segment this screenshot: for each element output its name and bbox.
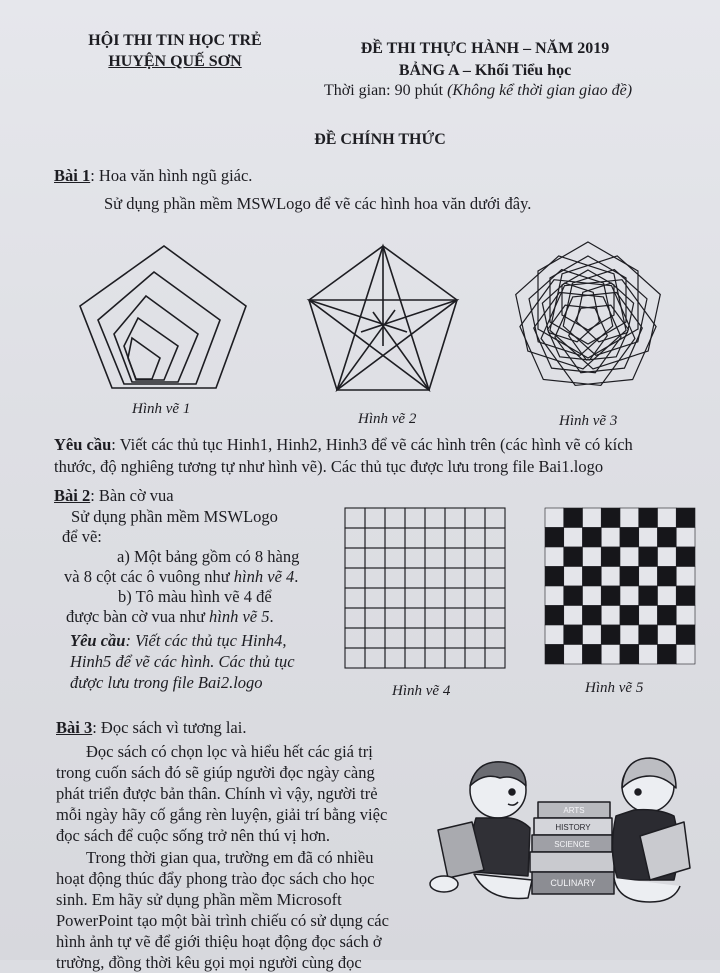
- grid-cell: [385, 588, 405, 608]
- grid-cell: [385, 628, 405, 648]
- org-line2: HUYỆN QUẾ SƠN: [108, 53, 242, 70]
- bai3-p1-line4: mỗi ngày hãy cố gắng rèn luyện, giải trí bằng việc: [56, 805, 388, 824]
- chessboard-square: [620, 625, 639, 645]
- chessboard-square: [639, 567, 658, 587]
- chessboard-square: [601, 547, 620, 567]
- chessboard-square: [583, 645, 602, 665]
- grid-cell: [425, 608, 445, 628]
- chessboard-square: [583, 625, 602, 645]
- grid-cell: [485, 648, 505, 668]
- bai3-p2-line3: sinh. Em hãy sử dụng phần mềm Microsoft: [56, 890, 342, 909]
- chessboard-square: [601, 645, 620, 665]
- figure-star-pentagon: [303, 242, 463, 397]
- grid-cell: [485, 548, 505, 568]
- grid-cell: [345, 608, 365, 628]
- grid-cell: [365, 548, 385, 568]
- chessboard-square: [564, 547, 583, 567]
- chessboard-square: [676, 508, 695, 528]
- chessboard-square: [601, 567, 620, 587]
- grid-cell: [445, 528, 465, 548]
- grid-cell: [425, 648, 445, 668]
- grid-cell: [385, 568, 405, 588]
- grid-cell: [345, 568, 365, 588]
- chessboard-square: [601, 508, 620, 528]
- grid-cell: [445, 588, 465, 608]
- grid-cell: [485, 568, 505, 588]
- chessboard-square: [601, 606, 620, 626]
- exam-time: Thời gian: 90 phút (Không kể thời gian giao đề): [323, 82, 633, 99]
- chessboard-square: [545, 528, 564, 548]
- grid-cell: [365, 608, 385, 628]
- chessboard-square: [620, 528, 639, 548]
- grid-cell: [385, 548, 405, 568]
- chessboard-square: [620, 586, 639, 606]
- book-spine-3: SCIENCE: [554, 840, 590, 849]
- grid-cell: [405, 548, 425, 568]
- chessboard-square: [545, 567, 564, 587]
- grid-cell: [425, 508, 445, 528]
- chessboard-square: [564, 586, 583, 606]
- bai3-p1-line3: phát triển được bản thân. Chính vì vậy, người trẻ: [56, 784, 378, 803]
- grid-cell: [425, 548, 445, 568]
- figure-empty-grid: [345, 508, 505, 668]
- chessboard-square: [545, 645, 564, 665]
- grid-cell: [365, 628, 385, 648]
- grid-cell: [485, 628, 505, 648]
- bai2-line1: Sử dụng phần mềm MSWLogo: [71, 507, 278, 526]
- grid-cell: [465, 528, 485, 548]
- bai3-p2-line4: PowerPoint tạo một bài trình chiếu có sử dụng các: [56, 911, 389, 930]
- chessboard-square: [620, 508, 639, 528]
- bai1-requirement-line1: Yêu cầu: Viết các thủ tục Hinh1, Hinh2, Hinh3 để vẽ các hình trên (các hình vẽ có kích: [54, 435, 633, 454]
- bai3-p1-line2: trong cuốn sách đó sẽ giúp người đọc ngày càng: [56, 763, 375, 782]
- bai3-p2-line5: hình ảnh tự vẽ để giới thiệu hoạt động đọc sách ở: [56, 932, 382, 951]
- grid-cell: [485, 588, 505, 608]
- chessboard-square: [639, 547, 658, 567]
- chessboard-square: [620, 567, 639, 587]
- chessboard-square: [545, 586, 564, 606]
- grid-cell: [345, 588, 365, 608]
- grid-cell: [445, 508, 465, 528]
- grid-cell: [425, 528, 445, 548]
- grid-cell: [405, 588, 425, 608]
- bai2-req-line3: được lưu trong file Bai2.logo: [70, 673, 263, 692]
- chessboard-square: [639, 645, 658, 665]
- chessboard-square: [658, 508, 677, 528]
- bai1-requirement-line2: thước, độ nghiêng tương tự như hình vẽ). Các thủ tục được lưu trong file Bai1.logo: [54, 457, 604, 476]
- bai2-heading: Bài 2: Bàn cờ vua: [54, 486, 174, 505]
- bai1-heading: Bài 1: Hoa văn hình ngũ giác.: [54, 166, 253, 185]
- grid-cell: [465, 608, 485, 628]
- bai3-p2-line1: Trong thời gian qua, trường em đã có nhiều: [86, 848, 374, 867]
- grid-cell: [485, 528, 505, 548]
- chessboard-square: [620, 547, 639, 567]
- bai1-instruction: Sử dụng phần mềm MSWLogo để vẽ các hình hoa văn dưới đây.: [104, 194, 532, 213]
- grid-cell: [405, 608, 425, 628]
- caption-hinh3: Hình vẽ 3: [559, 413, 618, 429]
- bai2-line3: a) Một bảng gồm có 8 hàng: [117, 547, 300, 566]
- book-spine-4: CULINARY: [550, 878, 596, 888]
- grid-cell: [385, 648, 405, 668]
- grid-cell: [345, 628, 365, 648]
- official-label: ĐỀ CHÍNH THỨC: [314, 131, 446, 148]
- caption-hinh1: Hình vẽ 1: [132, 401, 191, 417]
- grid-cell: [425, 568, 445, 588]
- chessboard-square: [676, 547, 695, 567]
- chessboard-square: [676, 606, 695, 626]
- exam-group: BẢNG A – Khối Tiểu học: [398, 62, 572, 79]
- chessboard-square: [658, 645, 677, 665]
- chessboard-square: [564, 567, 583, 587]
- grid-cell: [405, 628, 425, 648]
- grid-cell: [465, 548, 485, 568]
- caption-hinh5: Hình vẽ 5: [585, 680, 644, 696]
- chessboard-square: [639, 625, 658, 645]
- chessboard-square: [564, 508, 583, 528]
- chessboard-square: [676, 645, 695, 665]
- chessboard-square: [620, 645, 639, 665]
- grid-cell: [465, 588, 485, 608]
- chessboard-square: [676, 528, 695, 548]
- chessboard-square: [545, 547, 564, 567]
- figure-nested-pentagons: [74, 240, 254, 400]
- grid-cell: [365, 528, 385, 548]
- chessboard-square: [658, 528, 677, 548]
- grid-cell: [405, 568, 425, 588]
- chessboard-square: [658, 586, 677, 606]
- chessboard-square: [564, 606, 583, 626]
- chessboard-square: [639, 528, 658, 548]
- grid-cell: [445, 568, 465, 588]
- grid-cell: [465, 508, 485, 528]
- figure-chessboard: [545, 508, 695, 664]
- chessboard-square: [564, 645, 583, 665]
- chessboard-square: [545, 625, 564, 645]
- chessboard-square: [676, 625, 695, 645]
- grid-cell: [405, 508, 425, 528]
- exam-title: ĐỀ THI THỰC HÀNH – NĂM 2019: [360, 40, 610, 57]
- grid-cell: [385, 508, 405, 528]
- grid-cell: [465, 568, 485, 588]
- figure-rotated-hexagons: [508, 238, 668, 398]
- caption-hinh2: Hình vẽ 2: [358, 411, 417, 427]
- girl-figure: [612, 758, 690, 902]
- bai2-line6: được bàn cờ vua như hình vẽ 5.: [66, 607, 274, 626]
- org-line1: HỘI THI TIN HỌC TRẺ: [88, 32, 262, 49]
- grid-cell: [405, 528, 425, 548]
- grid-cell: [365, 508, 385, 528]
- grid-cell: [485, 508, 505, 528]
- caption-hinh4: Hình vẽ 4: [392, 683, 451, 699]
- grid-cell: [365, 648, 385, 668]
- chessboard-square: [601, 625, 620, 645]
- chessboard-square: [583, 508, 602, 528]
- bai3-p2-line6: trường, đồng thời kêu gọi mọi người cùng đọc: [56, 953, 362, 972]
- chessboard-square: [676, 567, 695, 587]
- grid-cell: [385, 608, 405, 628]
- bai2-line4: và 8 cột các ô vuông như hình vẽ 4.: [64, 567, 299, 586]
- grid-cell: [385, 528, 405, 548]
- chessboard-square: [583, 528, 602, 548]
- grid-cell: [345, 648, 365, 668]
- chessboard-square: [545, 606, 564, 626]
- grid-cell: [445, 648, 465, 668]
- grid-cell: [465, 628, 485, 648]
- bai3-p2-line2: hoạt động thúc đẩy phong trào đọc sách cho học: [56, 869, 375, 888]
- chessboard-square: [658, 606, 677, 626]
- chessboard-square: [564, 528, 583, 548]
- chessboard-square: [639, 586, 658, 606]
- grid-cell: [345, 548, 365, 568]
- grid-cell: [405, 648, 425, 668]
- chessboard-square: [583, 567, 602, 587]
- bai2-line2: để vẽ:: [62, 527, 102, 546]
- chessboard-square: [658, 547, 677, 567]
- grid-cell: [345, 528, 365, 548]
- chessboard-square: [658, 625, 677, 645]
- chessboard-square: [639, 606, 658, 626]
- chessboard-square: [601, 528, 620, 548]
- grid-cell: [345, 508, 365, 528]
- chessboard-square: [583, 586, 602, 606]
- chessboard-square: [658, 567, 677, 587]
- grid-cell: [425, 628, 445, 648]
- reading-children-illustration: [428, 752, 700, 922]
- boy-figure: [430, 762, 532, 899]
- grid-cell: [445, 548, 465, 568]
- grid-cell: [365, 568, 385, 588]
- grid-cell: [365, 588, 385, 608]
- book-spine-1: ARTS: [563, 806, 585, 815]
- grid-cell: [465, 648, 485, 668]
- grid-cell: [485, 608, 505, 628]
- chessboard-square: [583, 547, 602, 567]
- chessboard-square: [639, 508, 658, 528]
- bai2-line5: b) Tô màu hình vẽ 4 để: [118, 587, 272, 606]
- chessboard-square: [676, 586, 695, 606]
- chessboard-square: [601, 586, 620, 606]
- chessboard-square: [620, 606, 639, 626]
- bai3-heading: Bài 3: Đọc sách vì tương lai.: [56, 718, 247, 737]
- chessboard-square: [545, 508, 564, 528]
- chessboard-square: [564, 625, 583, 645]
- bai3-p1-line5: đọc sách để cuộc sống trở nên thú vị hơn.: [56, 826, 331, 845]
- grid-cell: [445, 608, 465, 628]
- bai3-p1-line1: Đọc sách có chọn lọc và hiểu hết các giá trị: [86, 742, 373, 761]
- bai2-req-line2: Hinh5 để vẽ các hình. Các thủ tục: [70, 652, 295, 671]
- grid-cell: [425, 588, 445, 608]
- grid-cell: [445, 628, 465, 648]
- book-spine-2: HISTORY: [555, 823, 591, 832]
- bai2-req-line1: Yêu cầu: Viết các thủ tục Hinh4,: [70, 631, 287, 650]
- chessboard-square: [583, 606, 602, 626]
